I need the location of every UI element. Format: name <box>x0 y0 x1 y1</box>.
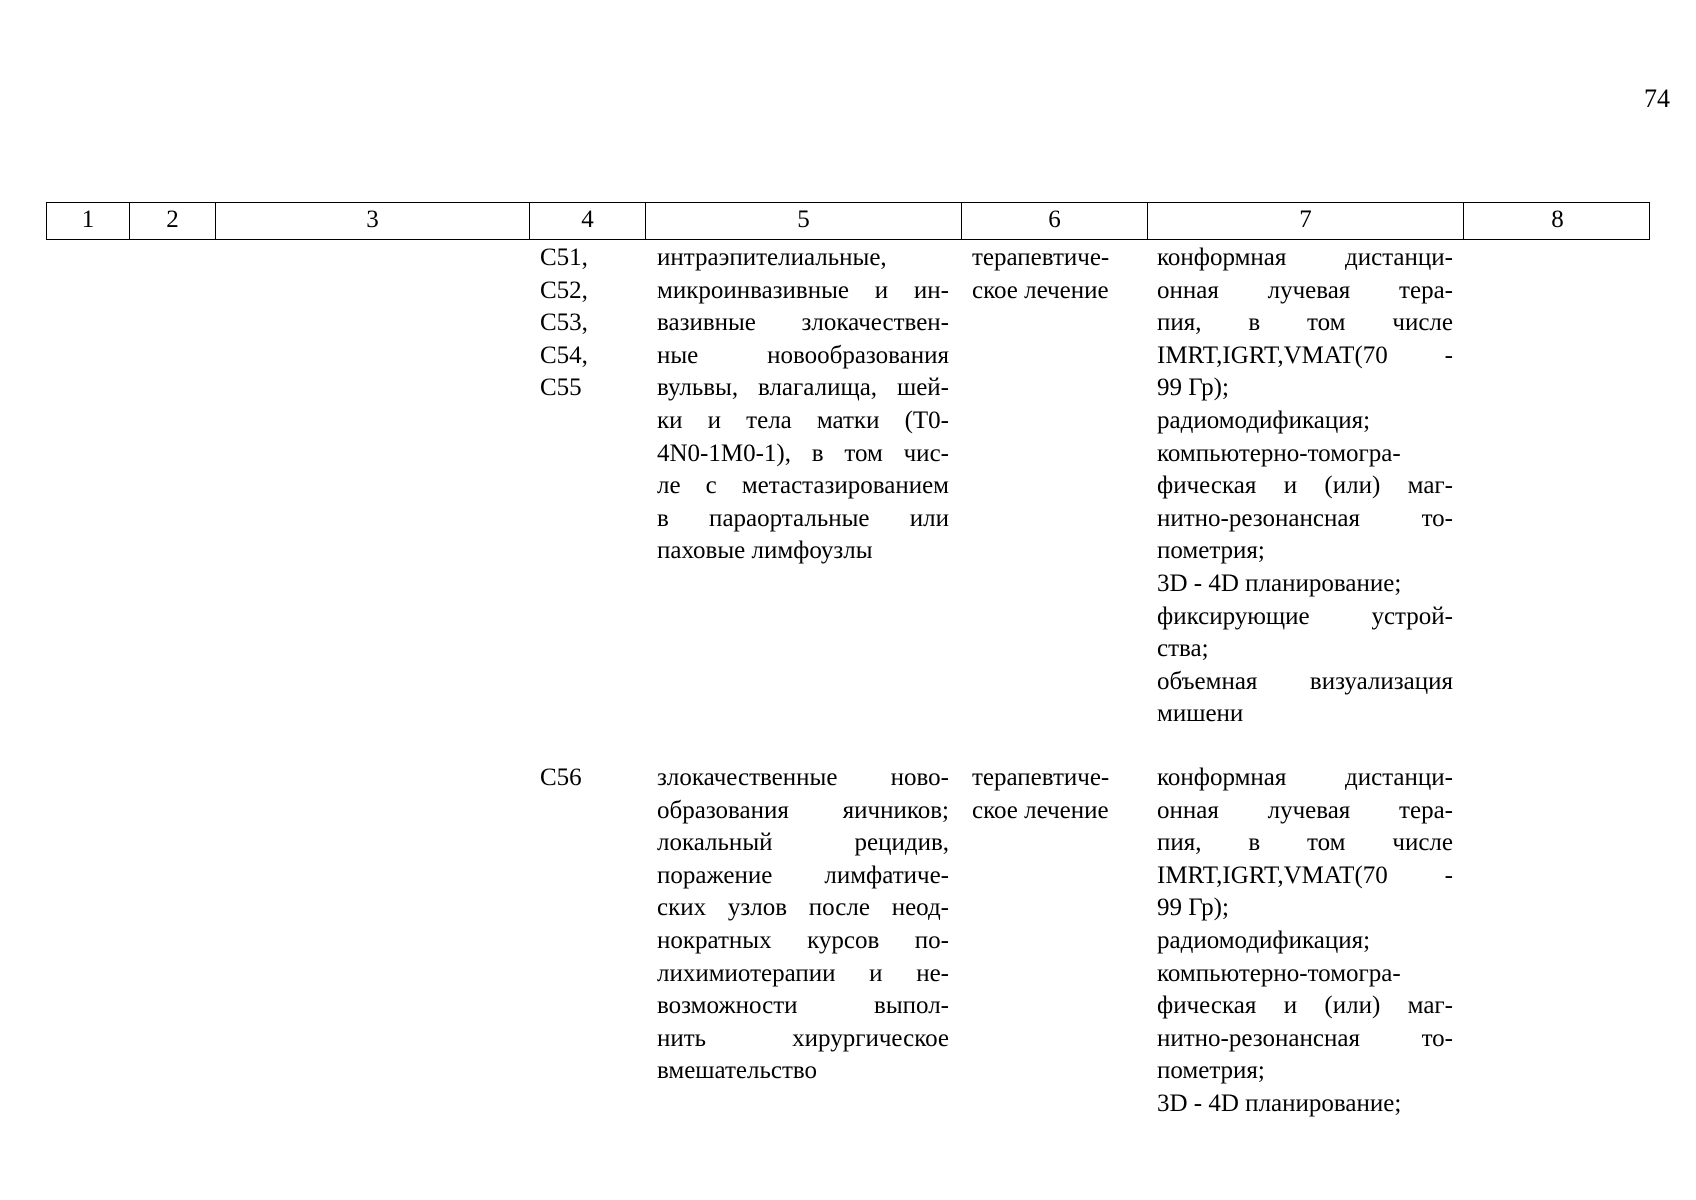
column-header-2: 2 <box>129 203 215 239</box>
diagnosis-line: вмешательство <box>657 1057 818 1085</box>
method-line: компьютерно-томогра- <box>1157 439 1401 467</box>
diagnosis-line: поражение лимфатиче- <box>657 861 949 889</box>
table-row-1-diagnosis <box>657 242 949 568</box>
method-line: IMRT,IGRT,VMAT(70 - <box>1157 861 1453 889</box>
diagnosis-line: паховые лимфоузлы <box>657 537 873 565</box>
method-line: онная лучевая тера- <box>1157 276 1453 304</box>
diagnosis-line: 4N0-1M0-1), в том чис- <box>657 439 949 467</box>
table-row-2-treatment <box>972 762 1132 827</box>
method-line: пия, в том числе <box>1157 309 1453 337</box>
diagnosis-line: микроинвазивные и ин- <box>657 276 949 304</box>
column-header-1: 1 <box>81 206 95 233</box>
table-row-1-treatment <box>972 242 1132 307</box>
diagnosis-line: локальный рецидив, <box>657 829 949 857</box>
table-row-1-method <box>1157 242 1453 731</box>
method-line: пометрия; <box>1157 537 1265 565</box>
method-line: 99 Гр); <box>1157 374 1229 402</box>
treatment-line: ское лечение <box>972 796 1109 824</box>
method-line: объемная визуализация <box>1157 667 1453 695</box>
method-line: 3D - 4D планирование; <box>1157 1089 1402 1117</box>
method-line: конформная дистанци- <box>1157 244 1453 271</box>
method-line: фиксирующие устрой- <box>1157 602 1453 630</box>
column-header-6: 6 <box>961 203 1147 239</box>
method-line: радиомодификация; <box>1157 406 1371 434</box>
code: C53, <box>540 309 588 337</box>
method-line: радиомодификация; <box>1157 926 1371 954</box>
treatment-line: терапевтиче- <box>972 764 1110 791</box>
diagnosis-line: нократных курсов по- <box>657 926 949 954</box>
table-header-row <box>46 202 1650 240</box>
code: C54, <box>540 341 588 369</box>
diagnosis-line: лихимиотерапии и не- <box>657 959 949 987</box>
table-row-2-method <box>1157 762 1453 1121</box>
method-line: 99 Гр); <box>1157 894 1229 922</box>
column-header-8: 8 <box>1463 203 1651 239</box>
code: C56 <box>540 764 582 791</box>
table-row-1-codes <box>540 242 630 405</box>
column-header-7: 7 <box>1147 203 1463 239</box>
method-line: пометрия; <box>1157 1057 1265 1085</box>
code: C52, <box>540 276 588 304</box>
method-line: пия, в том числе <box>1157 829 1453 857</box>
diagnosis-line: образования яичников; <box>657 796 949 824</box>
diagnosis-line: ки и тела матки (Т0- <box>657 406 949 434</box>
table-row-2-diagnosis <box>657 762 949 1088</box>
column-header-5: 5 <box>645 203 961 239</box>
diagnosis-line: интраэпителиальные, <box>657 244 887 271</box>
method-line: IMRT,IGRT,VMAT(70 - <box>1157 341 1453 369</box>
code: C55 <box>540 374 582 402</box>
diagnosis-line: в параортальные или <box>657 504 949 532</box>
column-header-4: 4 <box>529 203 645 239</box>
code: C51, <box>540 244 588 271</box>
page-number: 74 <box>1644 84 1670 113</box>
method-line: ства; <box>1157 635 1209 663</box>
diagnosis-line: ле с метастазированием <box>657 472 949 500</box>
diagnosis-line: ные новообразования <box>657 341 949 369</box>
method-line: компьютерно-томогра- <box>1157 959 1401 987</box>
method-line: мишени <box>1157 700 1244 728</box>
column-header-3: 3 <box>215 203 529 239</box>
diagnosis-line: нить хирургическое <box>657 1024 949 1052</box>
method-line: онная лучевая тера- <box>1157 796 1453 824</box>
diagnosis-line: злокачественные ново- <box>657 764 949 791</box>
treatment-line: ское лечение <box>972 276 1109 304</box>
table-row-2-codes <box>540 762 630 795</box>
diagnosis-line: возможности выпол- <box>657 992 949 1020</box>
method-line: 3D - 4D планирование; <box>1157 569 1402 597</box>
diagnosis-line: вульвы, влагалища, шей- <box>657 374 949 402</box>
method-line: нитно-резонансная то- <box>1157 504 1453 532</box>
method-line: фическая и (или) маг- <box>1157 992 1453 1020</box>
diagnosis-line: ских узлов после неод- <box>657 894 949 922</box>
method-line: фическая и (или) маг- <box>1157 472 1453 500</box>
treatment-line: терапевтиче- <box>972 244 1110 271</box>
diagnosis-line: вазивные злокачествен- <box>657 309 949 337</box>
method-line: конформная дистанци- <box>1157 764 1453 791</box>
method-line: нитно-резонансная то- <box>1157 1024 1453 1052</box>
